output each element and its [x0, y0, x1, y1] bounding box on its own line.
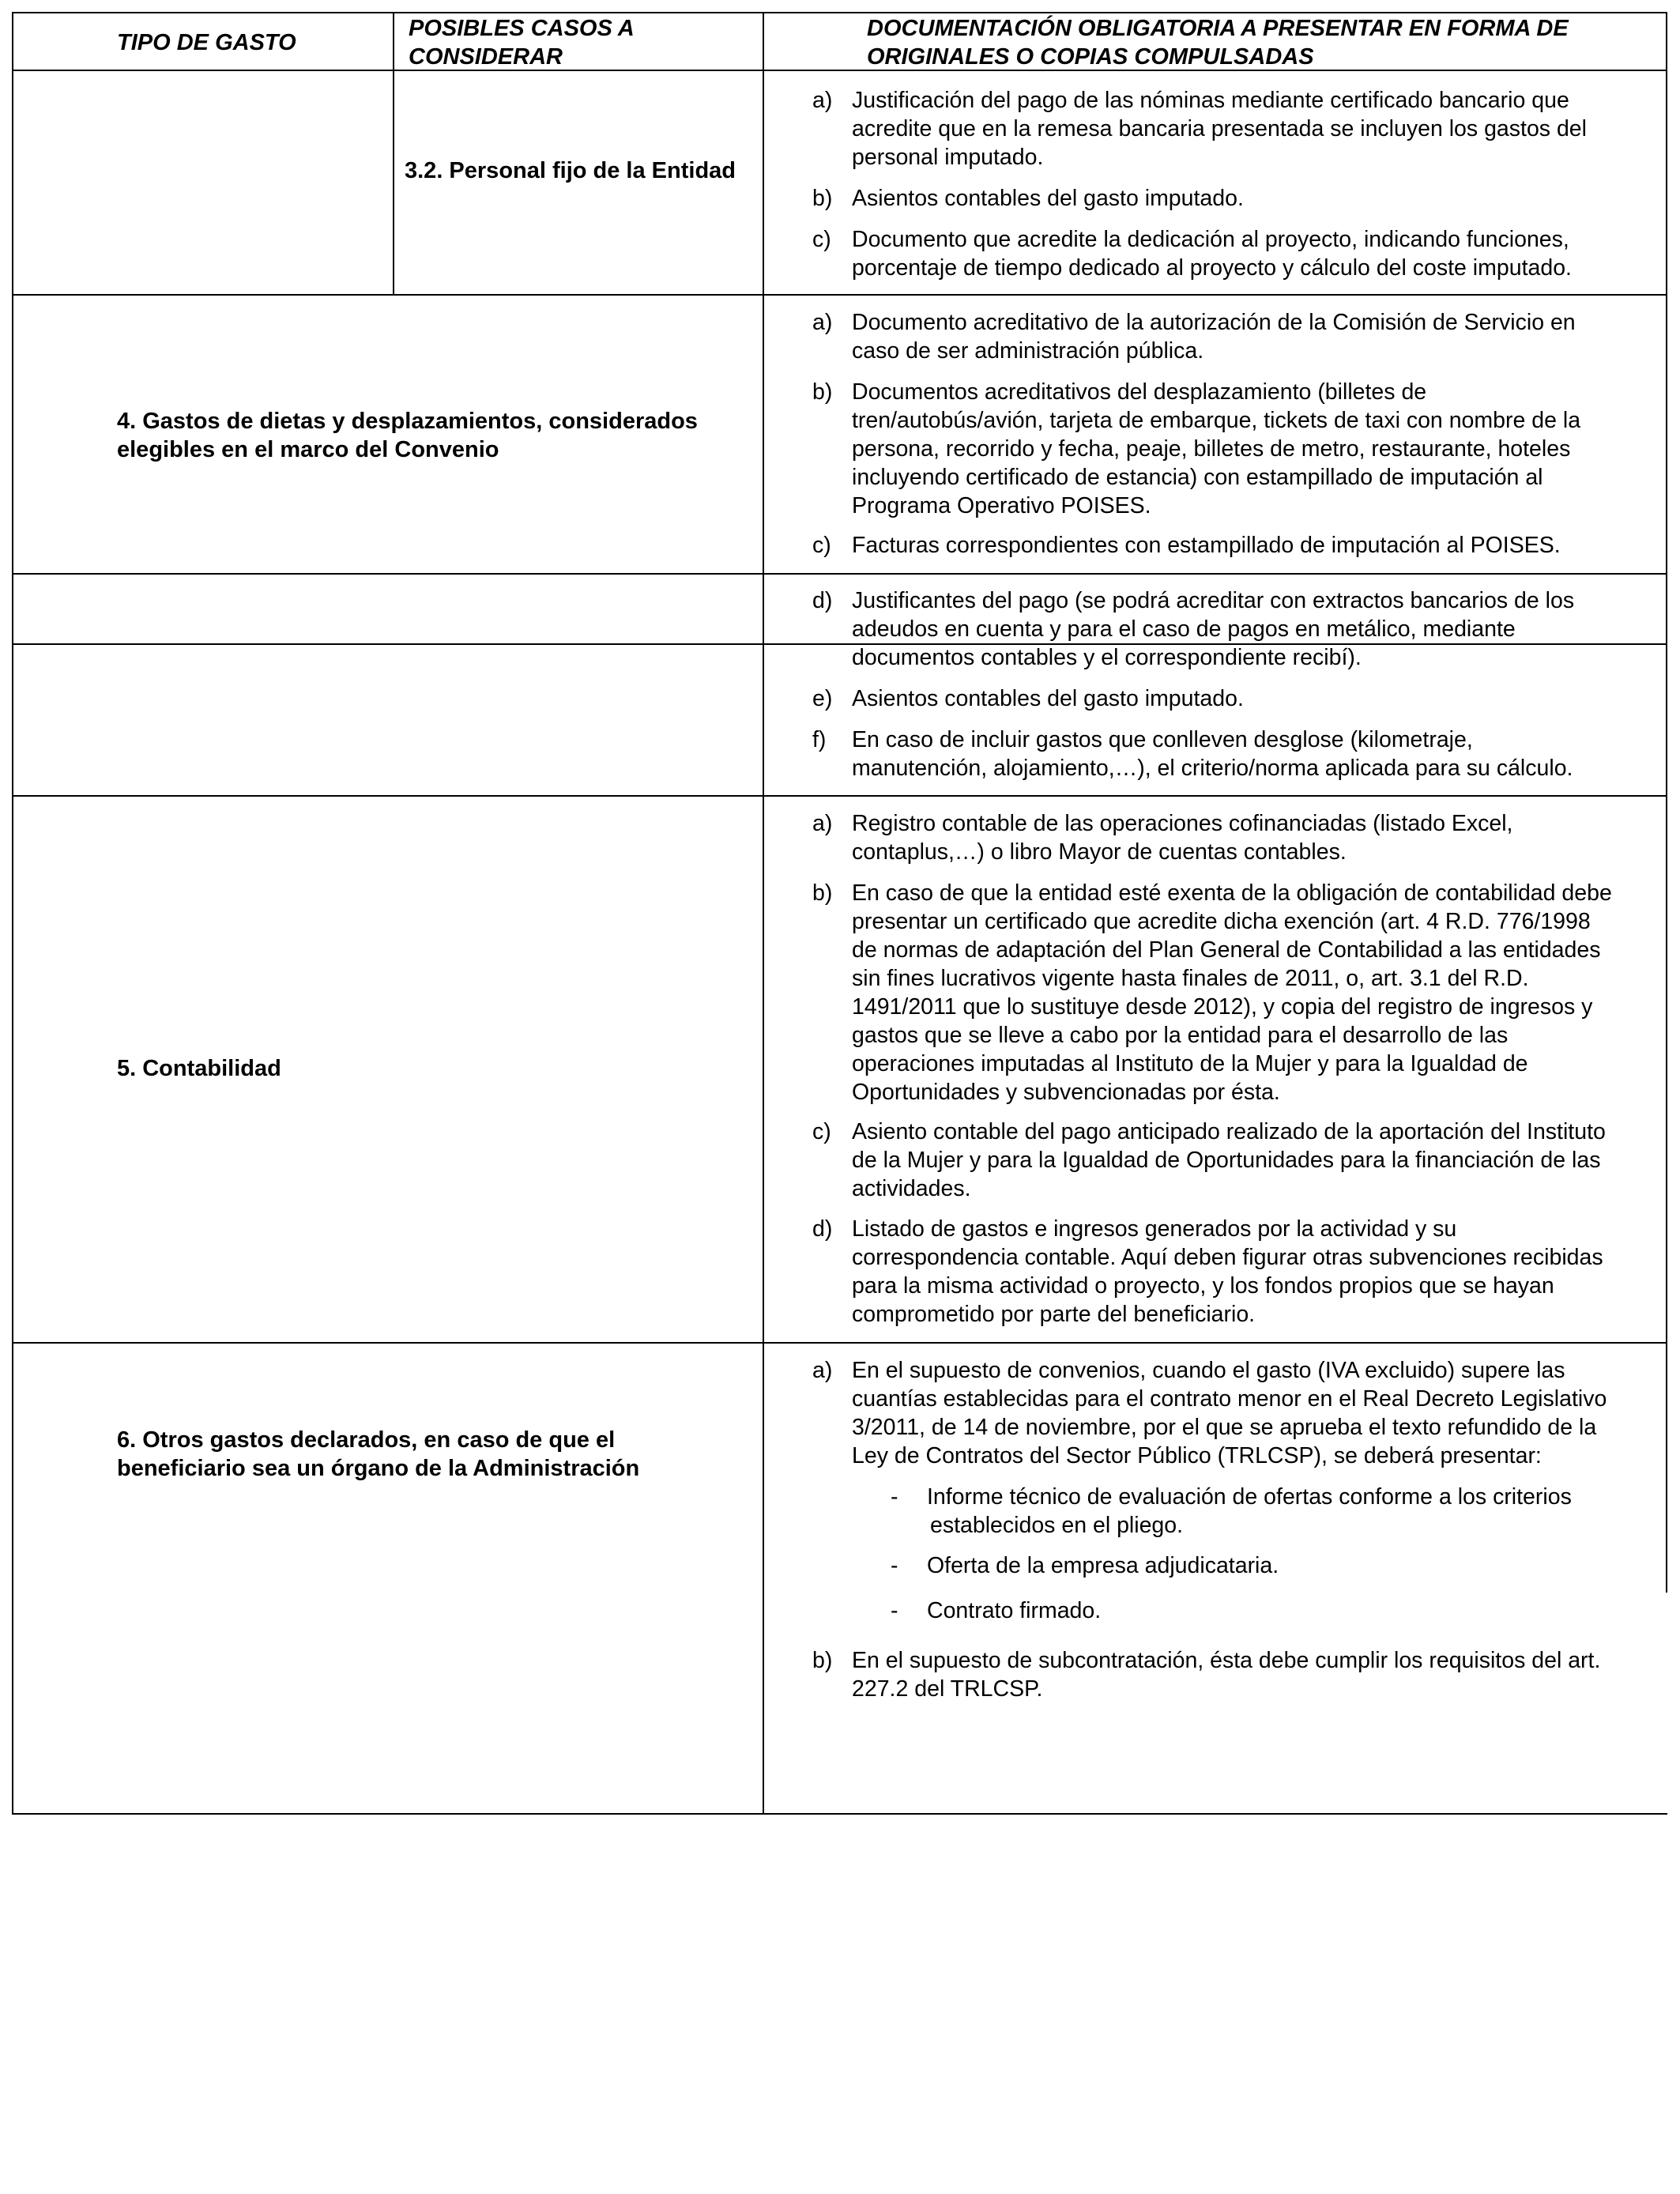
document-page: TIPO DE GASTO POSIBLES CASOS A CONSIDERAR DOCUMENTACIÓN OBLIGATORIA A PRESENTAR EN FORMA DE ORIGINALES O COPIAS COMPULSADAS 3.2. Personal fijo de la Entidad a) Justificación del pago de las nóminas mediante certificado bancario que acredite que en la remesa bancaria presentada se incluyen los gastos del personal imputado. b) Asientos contables del gasto imputado. c) Documento que acredite la dedicación al proyecto, indicando funciones, porcentaje de tiempo dedicado al proyecto y cálculo del coste imputado. 4. Gastos de dietas y desplazamientos, considerados elegibles en el marco del Convenio a) Documento acreditativo de la autorización de la Comisión de Servicio en caso de ser administración pública. b) Documentos acreditativos del desplazamiento (billetes de tren/autobús/avión, tarjeta de embarque, tickets de taxi con nombre de la persona, recorrido y fecha, peaje, billetes de metro, restaurante, hoteles incluyendo certificado de estancia) con estampillado de imputación al Programa Operativo POISES. c) Facturas correspondientes con estampillado de imputación al POISES. d) Justificantes del pago (se podrá acreditar con extractos bancarios de los adeudos en cuenta y para el caso de pagos en metálico, mediante documentos contables y el correspondiente recibí). e) Asientos contables del gasto imputado. f) En caso de incluir gastos que conlleven desglose (kilometraje, manutención, alojamiento,…), el criterio/norma aplicada para su cálculo. 5. Contabilidad a) Registro contable de las operaciones cofinanciadas (listado Excel, contaplus,…) o libro Mayor de cuentas contables. b) En caso de que la entidad esté exenta de la obligación de contabilidad debe presentar un certificado que acredite dicha exención (art. 4 R.D. 776/1998 de normas de adaptación del Plan General de Contabilidad a las entidades sin fines lucrativos vigente hasta finales de 2011, o, art. 3.1 del R.D. 1491/2011 que lo sustituye desde 2012), y copia del registro de ingresos y gastos que se lleve a cabo por la entidad para el desarrollo de las operaciones imputadas al Instituto de la Mujer y para la Igualdad de Oportunidades y subvencionadas por ésta. c) Asiento contable del pago anticipado realizado de la aportación del Instituto de la Mujer y para la Igualdad de Oportunidades para la financiación de las actividades. d) Listado de gastos e ingresos generados por la actividad y su correspondencia contable. Aquí deben figurar otras subvenciones recibidas para la misma actividad o proyecto, y los fondos propios que se hayan comprometido por parte del beneficiario. 6. Otros gastos declarados, en caso de que el beneficiario sea un órgano de la Administración a) En el supuesto de convenios, cuando el gasto (IVA excluido) supere las cuantías establecidas para el contrato menor en el Real Decreto Legislativo 3/2011, de 14 de noviembre, por el que se aprueba el texto refundido de la Ley de Contratos del Sector Público (TRLCSP), se deberá presentar: - Informe técnico de evaluación de ofertas conforme a los criterios establecidos en el pliego. - Oferta de la empresa adjudicataria. - Contrato firmado. b) En el supuesto de subcontratación, ésta debe cumplir los requisitos del art. 227.2 del TRLCSP. [0, 0, 1680, 2194]
table-border-right-upper [1666, 12, 1667, 1593]
expense-type-contabilidad: 5. Contabilidad [117, 1056, 281, 1081]
table-border-row-3-2 [12, 294, 1667, 296]
table-border-bottom [12, 1813, 1667, 1815]
table-col2-divider [393, 12, 394, 296]
header-posibles-casos: POSIBLES CASOS A CONSIDERAR [409, 16, 635, 70]
table-border-row-5 [12, 1342, 1667, 1344]
table-border-left [12, 12, 13, 1815]
table-border-top [12, 12, 1667, 13]
header-documentacion: DOCUMENTACIÓN OBLIGATORIA A PRESENTAR EN FORMA DE ORIGINALES O COPIAS COMPULSADAS [867, 16, 1569, 70]
expense-type-otros-gastos: 6. Otros gastos declarados, en caso de que el beneficiario sea un órgano de la Administración [117, 1427, 640, 1481]
table-border-row-4 [12, 573, 1667, 575]
table-border-row-4c [12, 795, 1667, 797]
case-label-personal-fijo: 3.2. Personal fijo de la Entidad [405, 158, 736, 183]
header-tipo-de-gasto: TIPO DE GASTO [117, 30, 296, 55]
expense-type-dietas: 4. Gastos de dietas y desplazamientos, considerados elegibles en el marco del Convenio [117, 409, 698, 462]
table-col3-divider [763, 12, 764, 1815]
